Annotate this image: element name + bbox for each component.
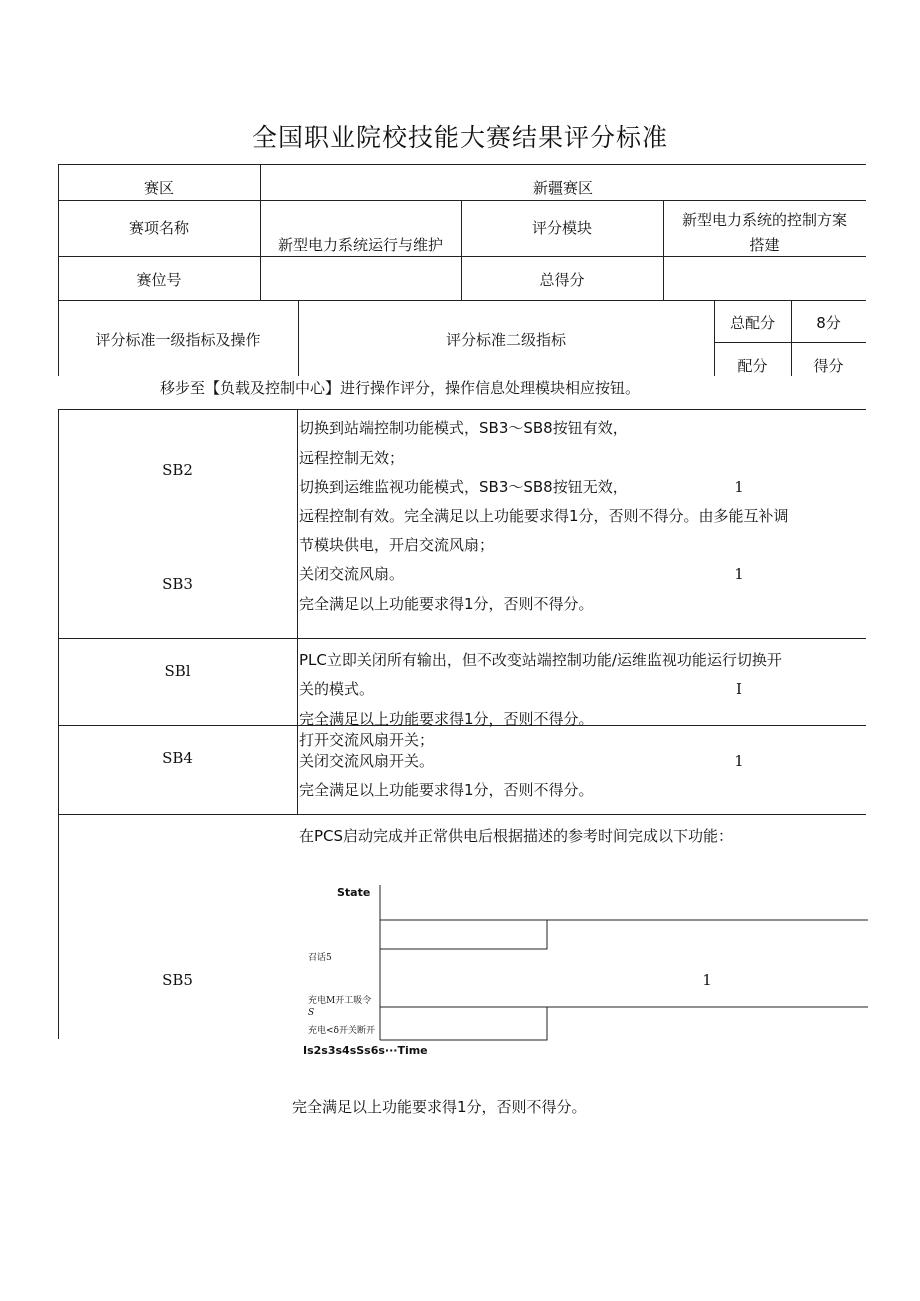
row-score-sb3: 1 (734, 565, 744, 583)
chart-y-title: State (337, 886, 371, 899)
row-line: 关的模式。 (299, 680, 375, 698)
grid-line (297, 409, 298, 814)
total-score-label: 总得分 (539, 271, 585, 289)
row-line: 打开交流风扇开关； (299, 731, 435, 749)
total-alloc-label: 总配分 (729, 314, 775, 332)
row-key-sb4: SB4 (162, 749, 193, 767)
module-value-line2: 搭建 (749, 236, 780, 254)
grid-line (58, 638, 866, 639)
module-label: 评分模块 (531, 219, 592, 237)
page-title: 全国职业院校技能大赛结果评分标准 (251, 123, 668, 152)
row-line: 完全满足以上功能要求得1分，否则不得分。 (299, 710, 594, 728)
item-name-value: 新型电力系统运行与维护 (277, 236, 443, 254)
signal-label: 充电<δ开关断开 (308, 1026, 375, 1036)
signal-label: S (308, 1008, 315, 1018)
seat-label: 赛位号 (136, 271, 182, 289)
row-key-sb3: SB3 (162, 575, 193, 593)
level2-label: 评分标准二级指标 (445, 331, 566, 349)
signal-label: 召话5 (308, 953, 332, 963)
region-label: 赛区 (143, 179, 174, 197)
grid-line (58, 814, 866, 815)
level1-label: 评分标准一级指标及操作 (95, 331, 261, 349)
row-score-sb5: 1 (702, 971, 712, 989)
row-key-sb5: SB5 (162, 971, 193, 989)
grid-line (58, 300, 866, 301)
module-value-line1: 新型电力系统的控制方案 (681, 211, 847, 229)
total-alloc-value: 8分 (816, 314, 841, 332)
row-line: 远程控制有效。完全满足以上功能要求得1分，否则不得分。由多能互补调 (299, 507, 789, 525)
grid-line (58, 164, 866, 165)
score-label: 得分 (813, 357, 844, 375)
grid-line (58, 200, 866, 201)
item-name-label: 赛项名称 (128, 219, 189, 237)
row-line: 切换到站端控制功能模式，SB3～SB8按钮有效， (299, 419, 628, 437)
row-score-sb4: 1 (734, 752, 744, 770)
alloc-label: 配分 (737, 357, 768, 375)
chart-x-title: Is2s3s4sSs6s···Time (303, 1044, 428, 1057)
grid-line (58, 409, 866, 410)
row-key-sb2: SB2 (162, 461, 193, 479)
grid-line (58, 256, 866, 257)
intro-text: 移步至【负载及控制中心】进行操作评分，操作信息处理模块相应按钮。 (160, 379, 641, 397)
row-line: PLC立即关闭所有输出，但不改变站端控制功能/运维监视功能运行切换开 (299, 651, 782, 669)
grid-line (714, 342, 866, 343)
row-line: 完全满足以上功能要求得1分，否则不得分。 (299, 781, 594, 799)
row-score-sb1: I (736, 680, 742, 698)
signal-line-1 (380, 920, 547, 949)
footer-text: 完全满足以上功能要求得1分，否则不得分。 (292, 1098, 587, 1116)
grid-line (58, 409, 59, 1039)
region-value: 新疆赛区 (532, 179, 593, 197)
row-line: 关闭交流风扇开关。 (299, 752, 435, 770)
row-line: 关闭交流风扇。 (299, 565, 405, 583)
signal-label: 充电M开工吸令 (308, 996, 372, 1006)
row-line: 节模块供电，开启交流风扇； (299, 536, 495, 554)
row-key-sb1: SBl (164, 662, 191, 680)
timing-diagram (370, 880, 870, 1045)
row-line: 远程控制无效； (299, 449, 405, 467)
row-line: 切换到运维监视功能模式，SB3～SB8按钮无效， (299, 478, 628, 496)
row-line: 完全满足以上功能要求得1分，否则不得分。 (299, 595, 594, 613)
signal-line-3 (380, 1007, 547, 1040)
row-line: 在PCS启动完成并正常供电后根据描述的参考时间完成以下功能： (299, 827, 734, 845)
row-score-sb2: 1 (734, 478, 744, 496)
